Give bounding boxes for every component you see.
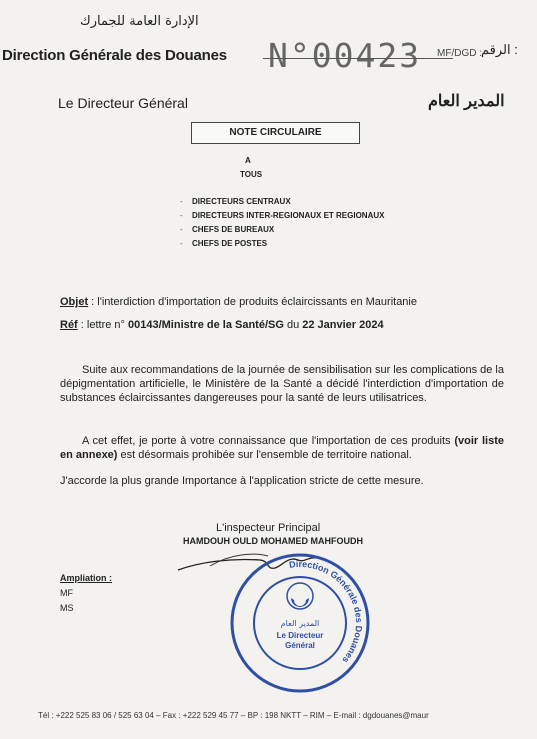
list-item: - DIRECTEURS INTER-REGIONAUX ET REGIONAUX <box>180 211 385 220</box>
reference-line <box>60 319 384 331</box>
seal-center-fr-2: Général <box>285 641 315 650</box>
director-title-ar: المدير العام <box>428 93 505 110</box>
subject-label: Objet <box>60 296 89 308</box>
ref-arabic: الرقم : <box>481 42 518 57</box>
arabic-org-name: الإدارة العامة للجمارك <box>80 14 199 29</box>
subject-line <box>60 296 417 308</box>
reference-label: Réf <box>60 319 78 331</box>
seal-ring-text: Direction Générale des Douanes <box>288 558 365 666</box>
body-paragraph-1: Suite aux recommandations de la journée de sensibilisation sur les complications de la dépigmentation artificielle, le Ministère de la Santé a décidé l'interdiction d'importation de substances éclaircissantes dangereuses pour la santé de leurs utilisatrices. <box>60 364 504 404</box>
list-item: - DIRECTEURS CENTRAUX <box>180 197 291 206</box>
list-item: - CHEFS DE BUREAUX <box>180 225 275 234</box>
ampliation-item: MF <box>60 588 73 598</box>
reference-prefix: : lettre n° <box>77 319 128 331</box>
notice-title-box: NOTE CIRCULAIRE <box>191 122 360 144</box>
body-paragraph-3: J'accorde la plus grande Importance à l'application stricte de cette mesure. <box>60 475 424 487</box>
recipients-list <box>180 196 384 252</box>
footer-contact: Tél : +222 525 83 06 / 525 63 04 – Fax : +222 529 45 77 – BP : 198 NKTT – RIM – E-mail : dgdouanes@maur <box>38 711 429 720</box>
reference-mid: du <box>283 319 303 331</box>
notice-to: A <box>245 156 251 165</box>
reference-date: 22 Janvier 2024 <box>302 319 384 331</box>
number-stamp: N°00423 <box>268 36 422 75</box>
number-underline <box>263 58 453 59</box>
director-title-fr: Le Directeur Général <box>58 95 188 111</box>
reference-letter: 00143/Ministre de la Santé/SG <box>128 319 284 331</box>
signatory-name: HAMDOUH OULD MOHAMED MAHFOUDH <box>183 536 363 546</box>
signatory-title: L'inspecteur Principal <box>216 522 321 534</box>
ref-code: MF/DGD : <box>437 48 482 59</box>
seal-center-ar: المدير العام <box>280 619 320 628</box>
list-item: - CHEFS DE POSTES <box>180 239 268 248</box>
notice-all: TOUS <box>240 170 263 179</box>
body-paragraph-2: A cet effet, je porte à votre connaissance que l'importation de ces produits (voir liste en annexe) est désormais prohibée sur l'ensemble de territoire national. <box>60 435 505 461</box>
ampliation-label: Ampliation : <box>60 573 112 583</box>
subject-text: : l'interdiction d'importation de produits éclaircissants en Mauritanie <box>88 296 417 308</box>
org-name: Direction Générale des Douanes <box>2 47 227 64</box>
seal-center-fr-1: Le Directeur <box>276 631 324 640</box>
ampliation-item: MS <box>60 603 74 613</box>
official-seal <box>225 548 375 698</box>
